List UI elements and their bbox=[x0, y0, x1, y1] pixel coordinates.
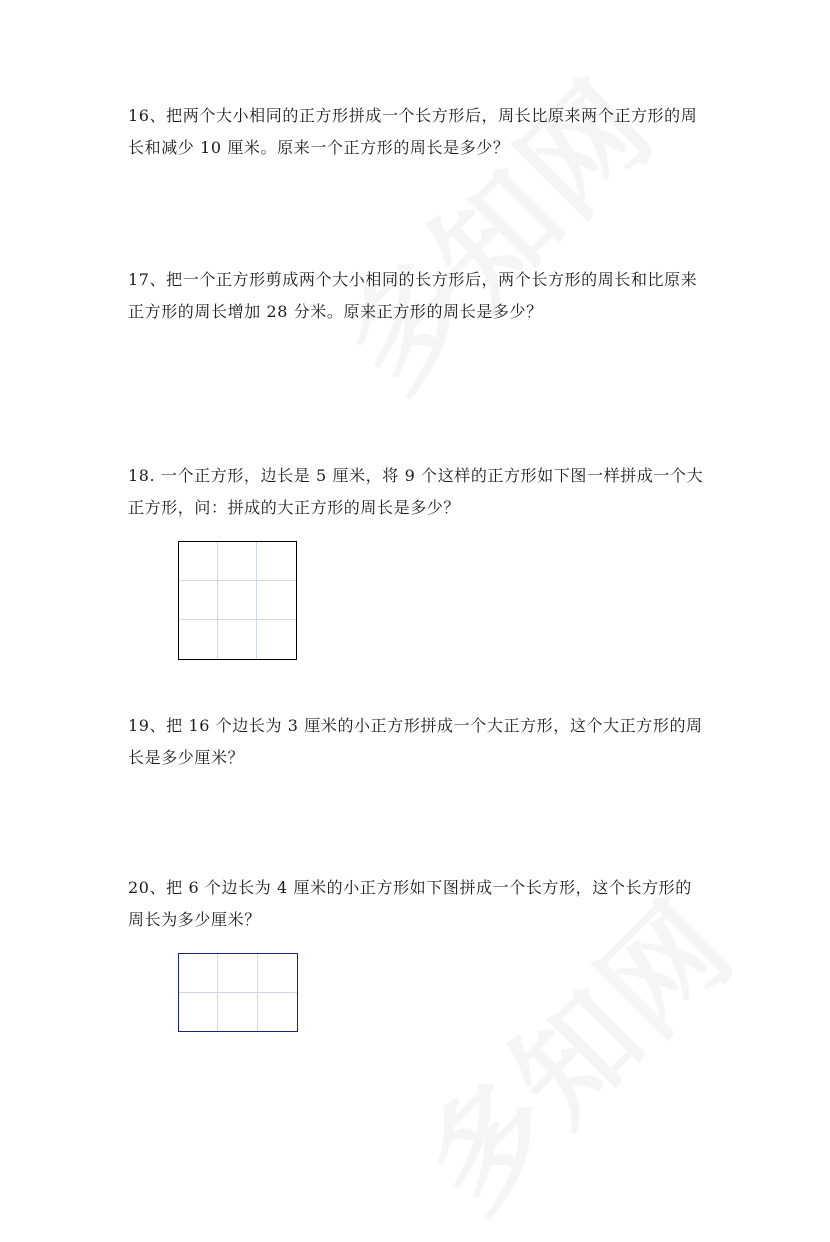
grid-cell bbox=[179, 620, 218, 659]
question-18: 18. 一个正方形，边长是 5 厘米，将 9 个这样的正方形如下图一样拼成一个大正方形，问：拼成的大正方形的周长是多少？ bbox=[128, 466, 704, 517]
grid-cell bbox=[257, 581, 296, 620]
grid-cell bbox=[218, 542, 257, 581]
grid-cell bbox=[257, 620, 296, 659]
grid-cell bbox=[218, 993, 257, 1032]
grid-cell bbox=[258, 954, 297, 993]
grid-cell bbox=[179, 581, 218, 620]
question-20: 20、把 6 个边长为 4 厘米的小正方形如下图拼成一个长方形，这个长方形的周长为多少厘米？ bbox=[128, 878, 692, 929]
question-16: 16、把两个大小相同的正方形拼成一个长方形后，周长比原来两个正方形的周长和减少 10 厘米。原来一个正方形的周长是多少？ bbox=[128, 106, 698, 157]
grid-cell bbox=[257, 542, 296, 581]
grid-cell bbox=[179, 542, 218, 581]
question-17: 17、把一个正方形剪成两个大小相同的长方形后，两个长方形的周长和比原来正方形的周长增加 28 分米。原来正方形的周长是多少？ bbox=[128, 270, 698, 321]
grid-cell bbox=[218, 954, 257, 993]
grid-cell bbox=[218, 620, 257, 659]
grid-cell bbox=[258, 993, 297, 1032]
grid-cell bbox=[179, 954, 218, 993]
square-grid-figure bbox=[178, 541, 297, 660]
rectangle-grid-figure bbox=[178, 953, 298, 1032]
question-19: 19、把 16 个边长为 3 厘米的小正方形拼成一个大正方形，这个大正方形的周长是多少厘米？ bbox=[128, 716, 703, 767]
grid-cell bbox=[218, 581, 257, 620]
grid-cell bbox=[179, 993, 218, 1032]
watermark bbox=[300, 37, 685, 422]
